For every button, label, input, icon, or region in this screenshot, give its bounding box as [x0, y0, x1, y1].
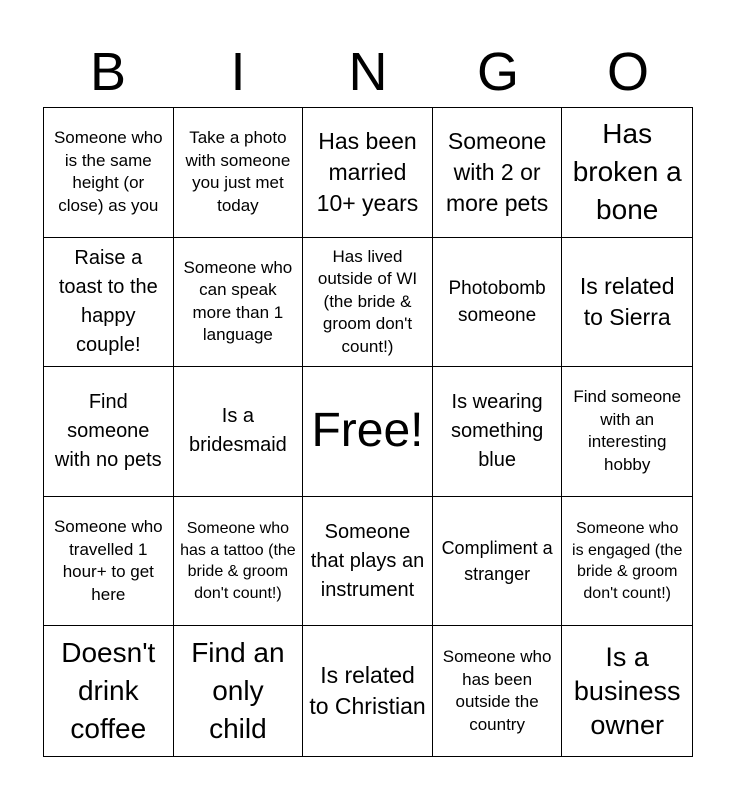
bingo-cell-r1c4[interactable]	[433, 108, 563, 238]
cell-text: Find someone with an interesting hobby	[573, 387, 682, 474]
bingo-cell-r5c4[interactable]	[433, 626, 563, 756]
cell-text: Raise a toast to the happy couple!	[58, 246, 158, 356]
header-letter-n: N	[348, 42, 388, 102]
bingo-cell-r1c2[interactable]	[174, 108, 304, 238]
bingo-cell-r2c4[interactable]	[433, 238, 563, 368]
bingo-cell-r3c2[interactable]	[174, 367, 304, 497]
bingo-cell-r5c5[interactable]	[562, 626, 692, 756]
cell-text: Take a photo with someone you just met today	[185, 128, 291, 215]
bingo-cell-r2c1[interactable]	[44, 238, 174, 368]
cell-text: Is a business owner	[573, 642, 681, 741]
bingo-cell-r2c2[interactable]	[174, 238, 304, 368]
cell-text: Someone who has a tattoo (the bride & groom don't count!)	[180, 520, 296, 602]
cell-text: Someone who travelled 1 hour+ to get here	[53, 517, 163, 604]
cell-text: Is a bridesmaid	[188, 405, 287, 457]
bingo-cell-r5c1[interactable]	[44, 626, 174, 756]
bingo-cell-r4c4[interactable]	[433, 497, 563, 627]
bingo-cell-free[interactable]	[303, 367, 433, 497]
bingo-cell-r1c5[interactable]	[562, 108, 692, 238]
cell-text: Someone who has been outside the country	[442, 647, 552, 734]
bingo-cell-r1c3[interactable]	[303, 108, 433, 238]
cell-text: Has broken a bone	[572, 118, 682, 226]
bingo-cell-r2c3[interactable]	[303, 238, 433, 368]
cell-text: Has lived outside of WI (the bride & groom don't count!)	[317, 246, 418, 356]
cell-text: Someone who is engaged (the bride & groom don't count!)	[572, 520, 683, 602]
cell-text: Someone with 2 or more pets	[445, 127, 549, 216]
bingo-cell-r3c1[interactable]	[44, 367, 174, 497]
bingo-cell-r4c2[interactable]	[174, 497, 304, 627]
bingo-cell-r4c1[interactable]	[44, 497, 174, 627]
bingo-cell-r5c3[interactable]	[303, 626, 433, 756]
cell-text: Someone who can speak more than 1 language	[183, 257, 293, 345]
bingo-grid	[43, 107, 693, 757]
cell-text: Is wearing something blue	[450, 390, 544, 471]
cell-text: Find someone with no pets	[54, 390, 162, 471]
header-letter-g: G	[476, 42, 519, 102]
cell-text: Free!	[311, 404, 424, 458]
cell-text: Photobomb someone	[448, 277, 546, 326]
header-letter-i: I	[230, 42, 246, 102]
cell-text: Find an only child	[191, 637, 285, 745]
cell-text: Is related to Christian	[309, 662, 426, 720]
cell-text: Is related to Sierra	[579, 272, 675, 330]
bingo-cell-r3c5[interactable]	[562, 367, 692, 497]
cell-text: Someone that plays an instrument	[310, 520, 425, 601]
cell-text: Someone who is the same height (or close) as you	[53, 128, 163, 215]
bingo-cell-r3c4[interactable]	[433, 367, 563, 497]
header-letter-b: B	[89, 42, 127, 102]
cell-text: Has been married 10+ years	[316, 127, 419, 216]
header-letter-o: O	[606, 42, 649, 102]
bingo-cell-r4c3[interactable]	[303, 497, 433, 627]
bingo-cell-r4c5[interactable]	[562, 497, 692, 627]
bingo-cell-r2c5[interactable]	[562, 238, 692, 368]
cell-text: Doesn't drink coffee	[61, 637, 156, 745]
bingo-cell-r5c2[interactable]	[174, 626, 304, 756]
cell-text: Compliment a stranger	[441, 538, 553, 585]
bingo-header	[43, 36, 693, 108]
bingo-cell-r1c1[interactable]	[44, 108, 174, 238]
